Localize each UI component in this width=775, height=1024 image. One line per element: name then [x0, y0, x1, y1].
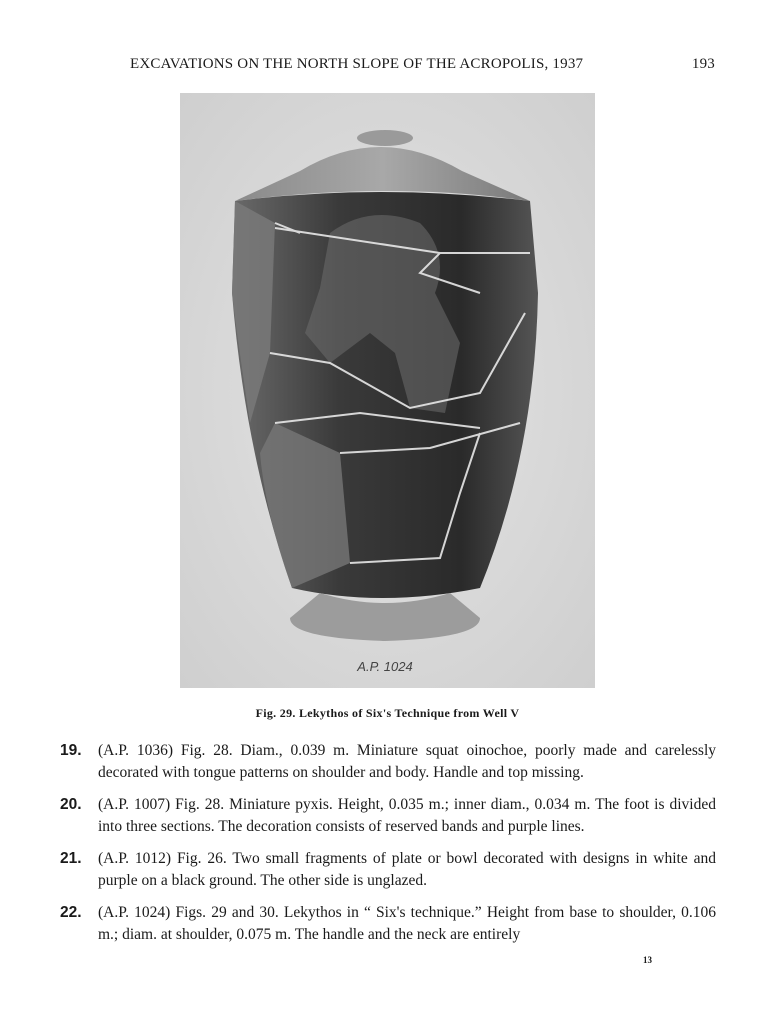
entry-number: 19. — [60, 742, 82, 759]
running-header — [130, 56, 715, 73]
object-label: A.P. 1024 — [357, 659, 413, 674]
entry-number: 22. — [60, 904, 82, 921]
header-title: EXCAVATIONS ON THE NORTH SLOPE OF THE ACROPOLIS, 1937 — [130, 56, 584, 72]
catalogue-entry — [60, 794, 716, 838]
figure-caption: Fig. 29. Lekythos of Six's Technique from Well V — [255, 706, 520, 720]
catalogue-entry — [60, 740, 716, 784]
catalogue-entry — [60, 902, 716, 946]
entry-text: (A.P. 1007) Fig. 28. Miniature pyxis. Height, 0.035 m.; inner diam., 0.034 m. The foot is divided into three sections. The decoration consists of reserved bands and purple lines. — [98, 796, 716, 835]
vase-neck-stub — [357, 130, 413, 146]
figure-photograph — [180, 93, 595, 688]
entry-number: 20. — [60, 796, 82, 813]
lekythos-photo — [180, 93, 595, 688]
entry-text: (A.P. 1036) Fig. 28. Diam., 0.039 m. Miniature squat oinochoe, poorly made and carelessly decorated with tongue patterns on shoulder and body. Handle and top missing. — [98, 742, 716, 781]
catalogue-entries — [60, 740, 716, 956]
page-number: 193 — [691, 56, 715, 72]
entry-text: (A.P. 1012) Fig. 26. Two small fragments of plate or bowl decorated with designs in white and purple on a black ground. The other side is unglazed. — [98, 850, 716, 889]
entry-number: 21. — [60, 850, 82, 867]
catalogue-entry — [60, 848, 716, 892]
entry-text: (A.P. 1024) Figs. 29 and 30. Lekythos in “ Six's technique.” Height from base to shoulder, 0.106 m.; diam. at shoulder, 0.075 m. The handle and the neck are entirely — [98, 904, 716, 943]
signature-mark: 13 — [643, 955, 652, 965]
